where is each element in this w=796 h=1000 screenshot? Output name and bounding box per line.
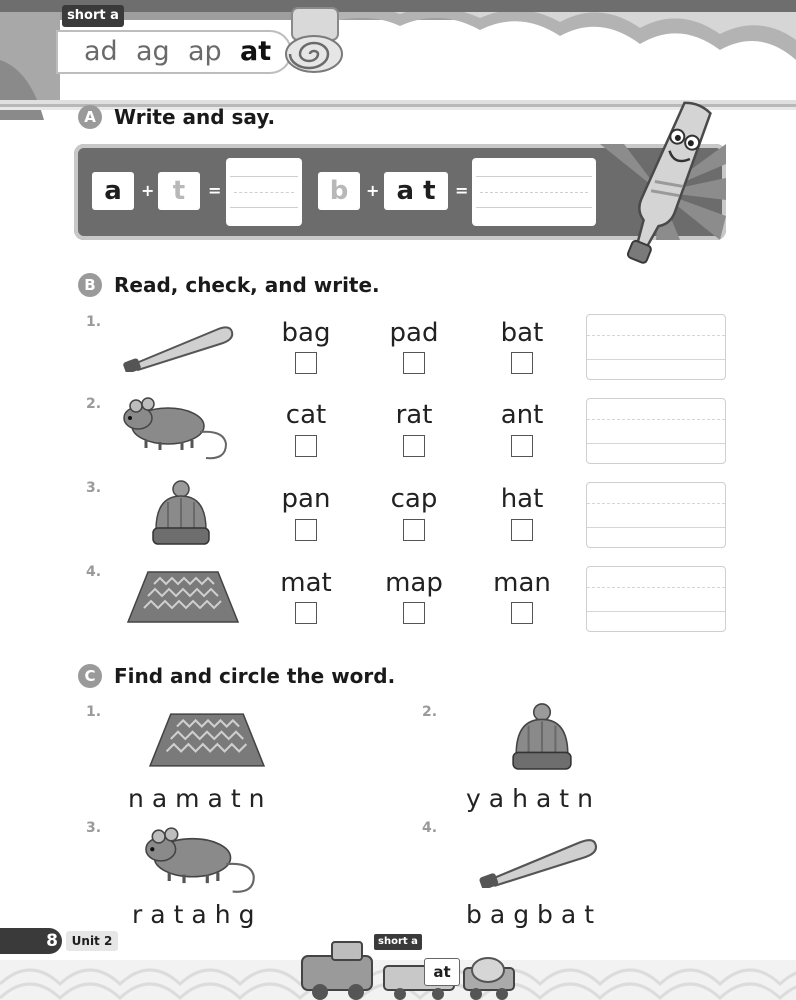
b-row-1-checkbox-3[interactable] xyxy=(511,352,533,374)
section-c-badge: C xyxy=(78,664,102,688)
c-item-1-letters[interactable]: namatn xyxy=(128,784,273,813)
b-row-2-write-box[interactable] xyxy=(586,398,726,464)
b-row-4-write-box[interactable] xyxy=(586,566,726,632)
c-item-1-number: 1. xyxy=(86,704,102,720)
section-a-badge: A xyxy=(78,105,102,129)
b-row-3-word-1: pan xyxy=(281,484,331,514)
mat-icon xyxy=(148,710,266,770)
b-row-1-write-box[interactable] xyxy=(586,314,726,380)
b-row-2-checkbox-2[interactable] xyxy=(403,435,425,457)
title-word-ad: ad xyxy=(84,36,118,67)
page-number: 8 xyxy=(0,928,62,954)
b-row-1-word-3: bat xyxy=(500,318,544,348)
b-row-1-word-2: pad xyxy=(389,318,439,348)
b-row-4-word-1: mat xyxy=(280,568,332,598)
eq1-letter-t: t xyxy=(158,172,200,210)
b-row-3-word-3: hat xyxy=(500,484,544,514)
eq1-plus: + xyxy=(141,181,155,200)
c-item-4-number: 4. xyxy=(422,820,438,836)
b-row-3-write-box[interactable] xyxy=(586,482,726,548)
b-row-1-number: 1. xyxy=(86,314,102,330)
b-row-3-checkbox-1[interactable] xyxy=(295,519,317,541)
bat-mascot-icon xyxy=(614,98,718,274)
b-row-3-checkbox-3[interactable] xyxy=(511,519,533,541)
hat-icon xyxy=(150,480,212,548)
rat-icon xyxy=(140,826,264,900)
b-row-3-checkbox-2[interactable] xyxy=(403,519,425,541)
train-short-a-tag: short a xyxy=(374,934,422,950)
section-a-title: Write and say. xyxy=(114,105,276,129)
b-row-2-checkbox-1[interactable] xyxy=(295,435,317,457)
unit-label: Unit 2 xyxy=(66,931,118,951)
mat-icon xyxy=(126,570,240,624)
c-item-2-number: 2. xyxy=(422,704,438,720)
short-a-tag: short a xyxy=(62,5,124,27)
eq1-letter-a: a xyxy=(92,172,134,210)
title-word-at: at xyxy=(240,36,272,67)
b-row-2-word-2: rat xyxy=(395,400,433,430)
b-row-2-checkbox-3[interactable] xyxy=(511,435,533,457)
section-b-badge: B xyxy=(78,273,102,297)
c-item-3-letters[interactable]: ratahg xyxy=(132,900,263,929)
eq2-answer-box[interactable] xyxy=(472,158,596,226)
title-word-ap: ap xyxy=(188,36,222,67)
eq2-equals: = xyxy=(455,181,469,200)
c-item-3-number: 3. xyxy=(86,820,102,836)
bat-icon xyxy=(476,832,600,888)
b-row-2-word-1: cat xyxy=(285,400,327,430)
scroll-roll-icon xyxy=(282,6,346,76)
section-b-title: Read, check, and write. xyxy=(114,273,380,297)
rat-icon xyxy=(120,396,234,466)
eq1-equals: = xyxy=(208,181,222,200)
title-word-ag: ag xyxy=(136,36,170,67)
c-item-4-letters[interactable]: bagbat xyxy=(466,900,603,929)
b-row-4-word-2: map xyxy=(385,568,443,598)
bat-icon xyxy=(120,320,236,372)
c-item-2-letters[interactable]: yahatn xyxy=(466,784,601,813)
b-row-1-word-1: bag xyxy=(281,318,331,348)
train-word-card: at xyxy=(424,958,460,986)
b-row-1-checkbox-2[interactable] xyxy=(403,352,425,374)
b-row-4-number: 4. xyxy=(86,564,102,580)
b-row-3-word-2: cap xyxy=(390,484,438,514)
b-row-4-checkbox-3[interactable] xyxy=(511,602,533,624)
eq1-answer-box[interactable] xyxy=(226,158,302,226)
hat-icon xyxy=(510,702,574,774)
eq2-letter-b: b xyxy=(318,172,360,210)
b-row-1-checkbox-1[interactable] xyxy=(295,352,317,374)
eq2-letters-at: a t xyxy=(384,172,448,210)
b-row-4-word-3: man xyxy=(493,568,551,598)
b-row-3-number: 3. xyxy=(86,480,102,496)
b-row-4-checkbox-2[interactable] xyxy=(403,602,425,624)
b-row-2-number: 2. xyxy=(86,396,102,412)
b-row-4-checkbox-1[interactable] xyxy=(295,602,317,624)
eq2-plus: + xyxy=(366,181,380,200)
b-row-2-word-3: ant xyxy=(500,400,544,430)
section-c-title: Find and circle the word. xyxy=(114,664,396,688)
